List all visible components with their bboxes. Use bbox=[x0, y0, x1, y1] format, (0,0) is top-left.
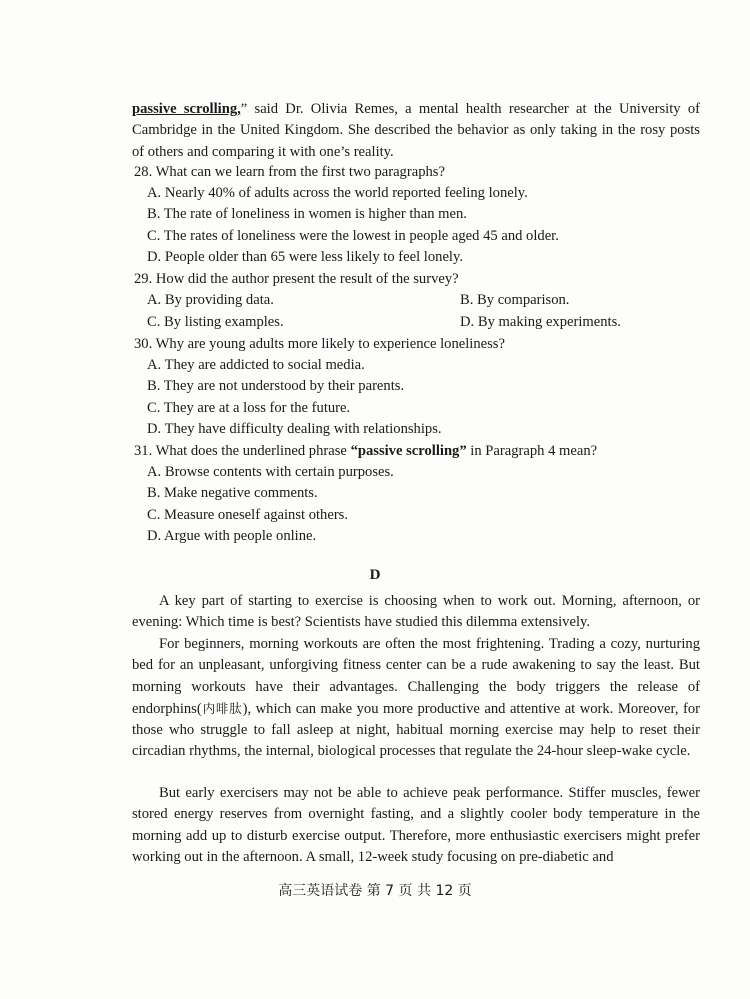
question-28-option-a: A. Nearly 40% of adults across the world reported feeling lonely. bbox=[147, 185, 528, 201]
question-28-option-c: C. The rates of loneliness were the lowest in people aged 45 and older. bbox=[147, 228, 559, 244]
chinese-gloss: 内啡肽 bbox=[201, 700, 243, 716]
question-29-option-d: D. By making experiments. bbox=[460, 314, 621, 330]
question-29-option-b: B. By comparison. bbox=[460, 292, 570, 308]
question-28-option-d: D. People older than 65 were less likely to feel lonely. bbox=[147, 249, 463, 265]
passage-d-paragraph-1: A key part of starting to exercise is choosing when to work out. Morning, afternoon, or evening: Which time is best? Scientists have studied this dilemma extensively. bbox=[132, 593, 700, 631]
stem-bold-phrase: “passive scrolling” bbox=[350, 443, 467, 459]
passage-d-paragraph-2 bbox=[132, 634, 700, 763]
paragraph-text: For beginners, morning workouts are often the most frightening. Trading a cozy, nurturing bed for an unpleasant, unforgiving fitness center can be a rude awakening to say the least. But morning workouts have their advantages. Challenging the body triggers the release of endorphins( bbox=[132, 636, 700, 717]
passage-d-paragraph-3: But early exercisers may not be able to achieve peak performance. Stiffer muscles, fewer stored energy reserves from overnight fasting, and a slightly cooler body temperature in the morning add up to disturb exercise output. Therefore, more enthusiastic exercisers might prefer working out in the afternoon. A small, 12-week study focusing on pre-diabetic and bbox=[132, 785, 700, 865]
underlined-phrase: passive scrolling, bbox=[132, 101, 241, 117]
question-28-stem: 28. What can we learn from the first two paragraphs? bbox=[134, 164, 445, 180]
question-30-option-b: B. They are not understood by their parents. bbox=[147, 378, 405, 394]
passage-c-paragraph-tail bbox=[132, 99, 700, 163]
question-31-option-b: B. Make negative comments. bbox=[147, 485, 318, 501]
question-29-option-a: A. By providing data. bbox=[147, 292, 274, 308]
page-footer: 高三英语试卷 第 7 页 共 12 页 bbox=[278, 883, 472, 899]
paragraph-text-cont: ), which can make you more productive and attentive at work. Moreover, for those who struggle to fall asleep at night, habitual morning exercise may help to reset their circadian rhythms, the internal, biological processes that regulate the 24-hour sleep-wake cycle. bbox=[132, 700, 700, 760]
question-30-option-d: D. They have difficulty dealing with relationships. bbox=[147, 421, 442, 437]
question-28-option-b: B. The rate of loneliness in women is higher than men. bbox=[147, 206, 467, 222]
question-31-option-a: A. Browse contents with certain purposes. bbox=[147, 464, 394, 480]
question-31-option-c: C. Measure oneself against others. bbox=[147, 507, 349, 523]
question-29-option-c: C. By listing examples. bbox=[147, 314, 284, 330]
paragraph-text: ” said Dr. Olivia Remes, a mental health researcher at the University of Cambridge in the United Kingdom. She described the behavior as only taking in the rosy posts of others and comparing it with one’s reality. bbox=[132, 101, 700, 160]
question-30-stem: 30. Why are young adults more likely to experience loneliness? bbox=[134, 336, 505, 352]
question-31-stem bbox=[134, 441, 704, 462]
question-30-option-c: C. They are at a loss for the future. bbox=[147, 400, 351, 416]
stem-text: 31. What does the underlined phrase bbox=[134, 443, 351, 459]
section-title: D bbox=[369, 567, 381, 583]
question-30-option-a: A. They are addicted to social media. bbox=[147, 357, 365, 373]
stem-text-end: in Paragraph 4 mean? bbox=[466, 443, 598, 459]
question-29-stem: 29. How did the author present the result of the survey? bbox=[134, 271, 459, 287]
question-31-option-d: D. Argue with people online. bbox=[147, 528, 317, 544]
